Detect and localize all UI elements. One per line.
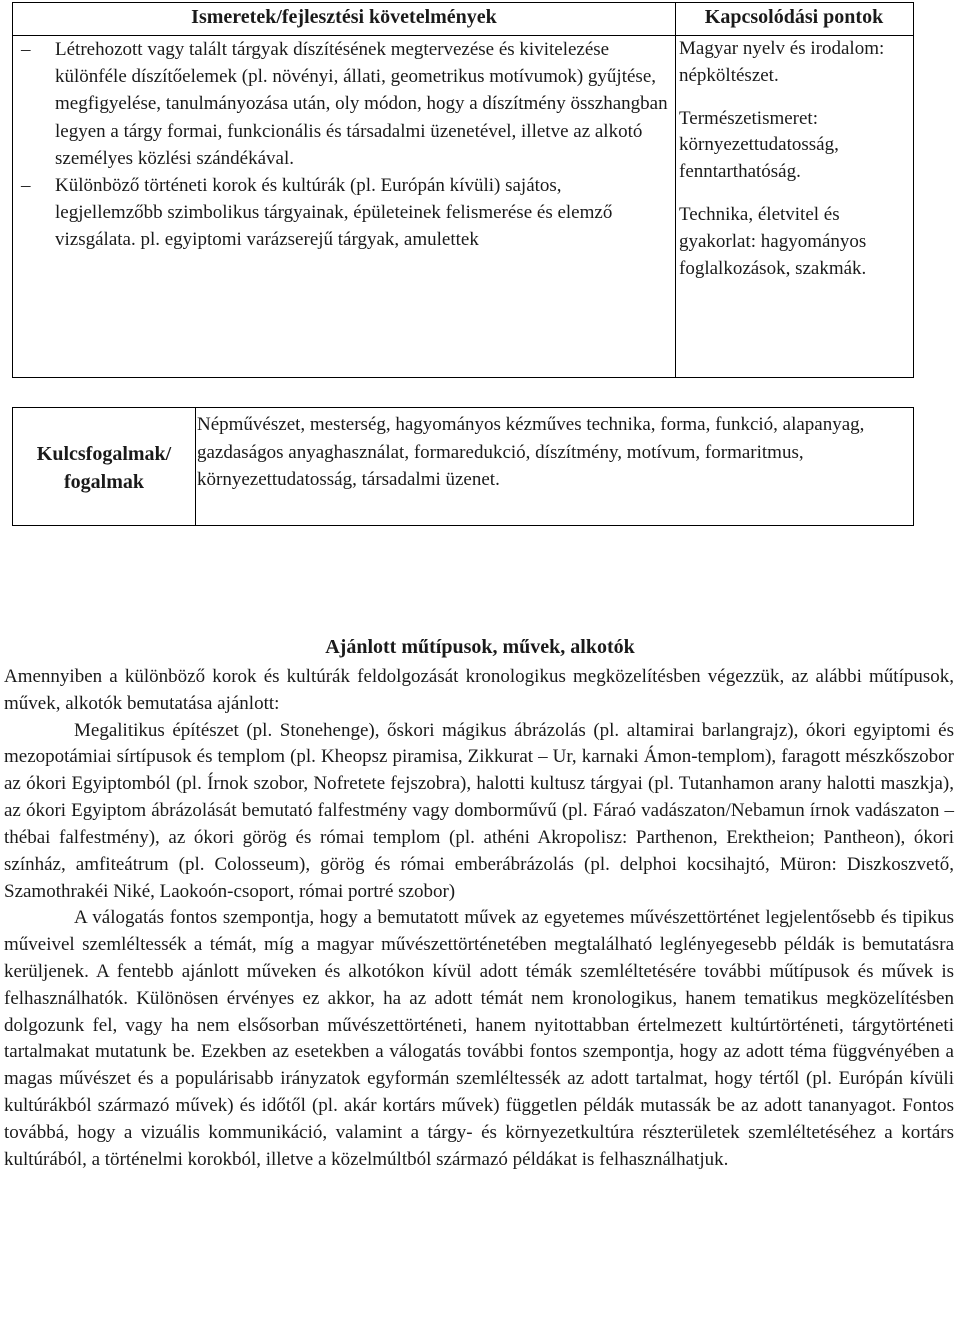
key-concepts-label: Kulcsfogalmak/ fogalmak: [36, 443, 172, 493]
requirements-list: [21, 36, 671, 254]
requirements-table: [12, 2, 914, 378]
section-body: [4, 664, 954, 1173]
connection-technology: Technika, életvitel és gyakorlat: hagyományos foglalkozások, szakmák.: [679, 203, 867, 279]
section-title: Ajánlott műtípusok, művek, alkotók: [325, 636, 635, 658]
requirement-item: [21, 36, 671, 172]
column-divider: [675, 3, 676, 377]
connection-science: Természetismeret: környezettudatosság, fenntarthatóság.: [679, 107, 839, 183]
dash-bullet: –: [21, 175, 31, 197]
dash-bullet: –: [21, 39, 31, 60]
requirement-item: [21, 172, 671, 254]
paragraph-artworks: Megalitikus építészet (pl. Stonehenge), őskori mágikus ábrázolás (pl. altamirai barlangrajz), ókori egyiptomi és mezopotámiai sírtípusok és templom (pl. Kheopsz piramisa, Zikkurat – Ur, karnaki Ámon-templom), faragott mészkőszobor az ókori Egyiptomból (pl. Írnok szobor, Nofretete fejszobra), halotti kultusz tárgyai (pl. Tutanhamon arany halotti maszkja), az ókori Egyiptom ábrázolását bemutató falfestmény vagy domborművű (pl. Fáraó vadászaton/Nebamun írnok vadászaton – thébai falfestmény), az ókori görög és római templom (pl. athéni Akropolisz: Parthenon, Erektheion; Pantheon), ókori színház, amfiteátrum (pl. Colosseum), görög és római emberábrázolás (pl. delphoi kocsihajtó, Müron: Diszkoszvető, Szamothrakéi Niké, Laokoón-csoport, római portré szobor): [4, 719, 954, 902]
column-divider: [195, 408, 196, 525]
key-concepts-text: Népművészet, mesterség, hagyományos kézműves technika, forma, funkció, alapanyag, gazdaságos anyaghasználat, formaredukció, díszítmény, motívum, formaritmus, környezettudatosság, társadalmi üzenet.: [197, 414, 865, 490]
requirements-header: Ismeretek/fejlesztési követelmények: [191, 6, 497, 28]
key-concepts-table: [12, 407, 914, 526]
connections-header: Kapcsolódási pontok: [704, 6, 884, 28]
connections-list: [679, 36, 909, 298]
paragraph-selection: A válogatás fontos szempontja, hogy a bemutatott művek az egyetemes művészettörténet legjelentősebb és tipikus műveivel szemléltessék a témát, míg a magyar művészettörténetében megtalálható leglényegesebb példák is bemutatásra kerüljenek. A fentebb ajánlott műveken és alkotókon kívül adott témák szemléltetésére további műtípusok és művek is felhasználhatók. Különösen érvényes ez akkor, ha az adott témát nem kronologikus, hanem tematikus megközelítésben dolgozunk fel, vagy ha nem elsősorban művészettörténeti, hanem nyitottabban értelmezett kultúrtörténeti, tárgytörténeti tartalmakat mutatunk be. Ezekben az esetekben a válogatás további fontos szempontja, hogy az adott téma függvényében a magas művészet és a populárisabb irányzatok egyformán szemléltessék az adott tartalmat, hogy tértől (pl. Európán kívüli kultúrákból származó művek) és időtől (pl. akár kortárs művek) független példák mutassák be az adott tananyagot. Fontos továbbá, hogy a vizuális kommunikáció, valamint a tárgy- és környezetkultúra részterületek szemléltetéséhez a kortárs kultúrából, a történelmi korokból, illetve a közelmúltból származó példákat is felhasználhatjuk.: [4, 907, 954, 1170]
requirement-text: Különböző történeti korok és kultúrák (pl. Európán kívüli) sajátos, legjellemzőbb szimbolikus tárgyainak, épületeinek felismerése és elemző vizsgálata. pl. egyiptomi varázserejű tárgyak, amulettek: [55, 175, 613, 251]
connection-hungarian: Magyar nyelv és irodalom: népköltészet.: [679, 38, 885, 86]
requirement-text: Létrehozott vagy talált tárgyak díszítésének megtervezése és kivitelezése különféle díszítőelemek (pl. növényi, állati, geometrikus motívumok) gyűjtése, megfigyelése, tanulmányozása után, oly módon, hogy a díszítmény összhangban legyen a tárgy formai, funkcionális és társadalmi üzenetével, illetve az alkotó személyes közlési szándékával.: [55, 39, 668, 169]
paragraph-intro: Amennyiben a különböző korok és kultúrák feldolgozását kronologikus megközelítésben végezzük, az alábbi műtípusok, művek, alkotók bemutatása ajánlott:: [4, 666, 954, 714]
